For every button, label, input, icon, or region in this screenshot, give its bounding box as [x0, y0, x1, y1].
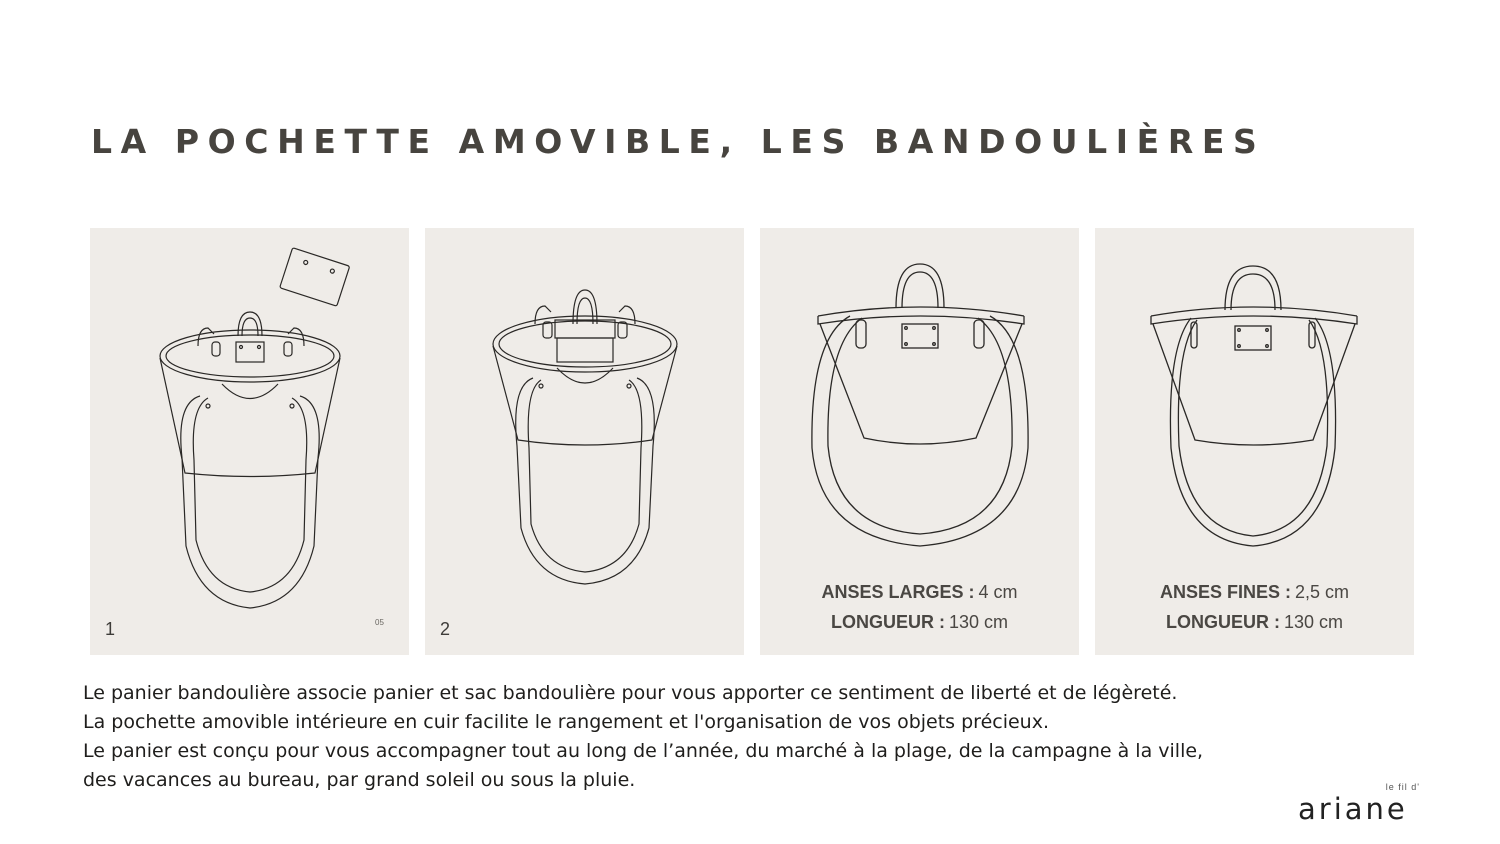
- spec-label: ANSES FINES :: [1159, 582, 1291, 602]
- spec-value: 2,5 cm: [1295, 582, 1350, 602]
- panel-number: 2: [440, 619, 451, 639]
- page-title: LA POCHETTE AMOVIBLE, LES BANDOULIÈRES: [91, 122, 1266, 161]
- spec-strap-width: [760, 582, 1079, 603]
- illustration-panel-1: [90, 228, 409, 655]
- panel-number: 1: [105, 619, 116, 639]
- logo-main-text: ariane: [1298, 792, 1408, 826]
- spec-length: [1095, 612, 1414, 633]
- spec-value: 130 cm: [1283, 612, 1344, 632]
- description-text: [83, 679, 1363, 795]
- illustration-panel-2: [425, 228, 744, 655]
- spec-label: ANSES LARGES :: [821, 582, 975, 602]
- spec-label: LONGUEUR :: [1165, 612, 1280, 632]
- basket-top-view-pouch-inside-illustration: [425, 228, 744, 655]
- description-line: La pochette amovible intérieure en cuir facilite le rangement et l'organisation de vos objets précieux.: [83, 711, 1050, 733]
- description-line: Le panier bandoulière associe panier et sac bandoulière pour vous apporter ce sentiment de liberté et de légèreté.: [83, 682, 1178, 704]
- logo-small-text: le fil d': [1385, 782, 1420, 792]
- illustration-panel-3: [760, 228, 1079, 655]
- illustration-panel-4: [1095, 228, 1414, 655]
- description-line: Le panier est conçu pour vous accompagner tout au long de l’année, du marché à la plage, de la campagne à la ville,: [83, 740, 1204, 762]
- basket-top-view-pouch-removed-illustration: [90, 228, 409, 655]
- page-code: 05: [375, 618, 384, 627]
- spec-strap-width: [1095, 582, 1414, 603]
- spec-value: 4 cm: [978, 582, 1018, 602]
- description-line: des vacances au bureau, par grand soleil ou sous la pluie.: [83, 769, 636, 791]
- spec-label: LONGUEUR :: [830, 612, 945, 632]
- spec-length: [760, 612, 1079, 633]
- spec-value: 130 cm: [948, 612, 1009, 632]
